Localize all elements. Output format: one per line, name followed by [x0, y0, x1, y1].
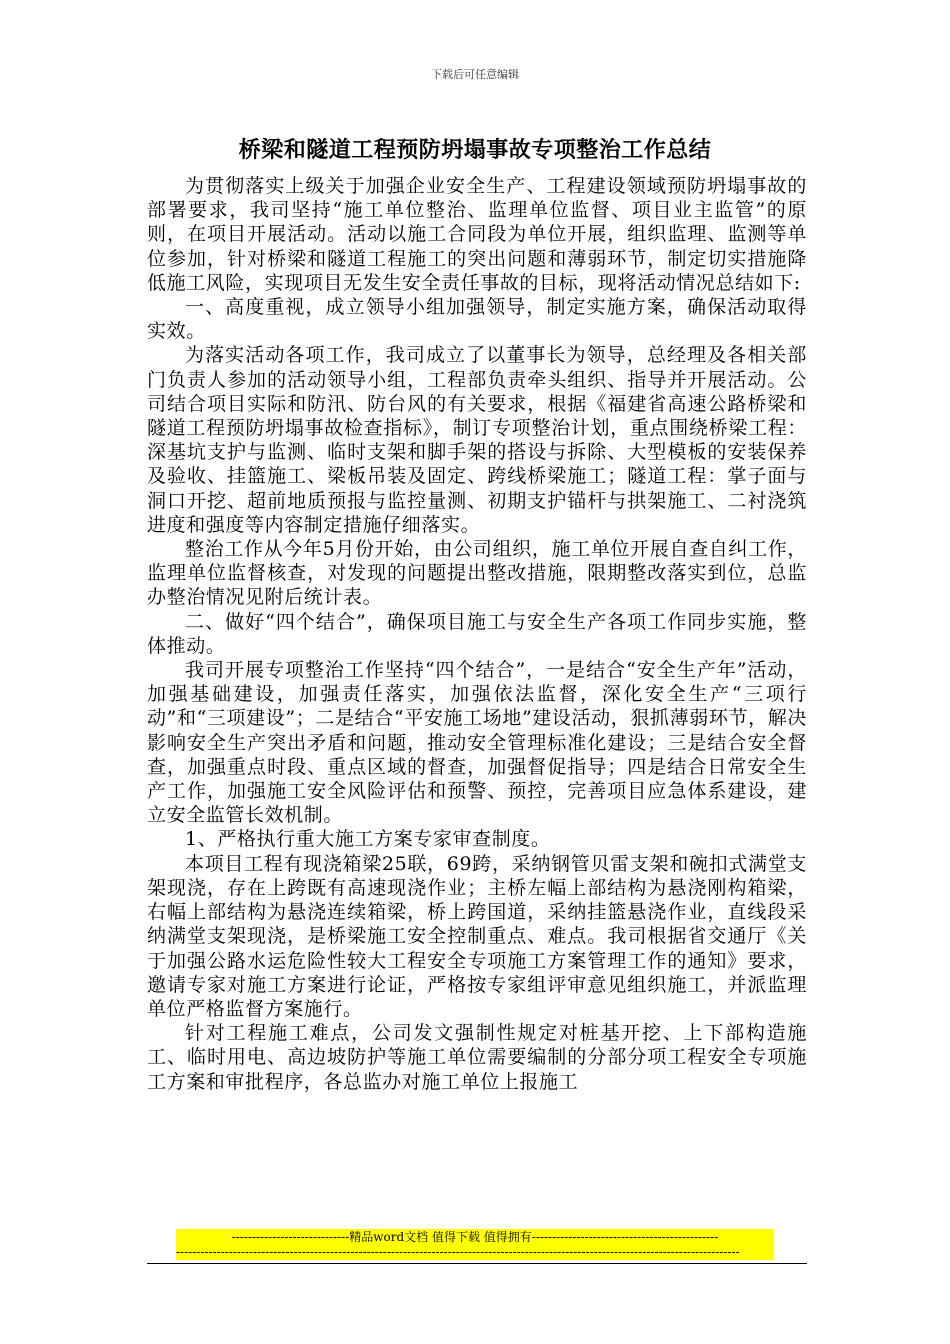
paragraph: 为落实活动各项工作，我司成立了以董事长为领导，总经理及各相关部门负责人参加的活动领导小组，工程部负责牵头组织、指导并开展活动。公司结合项目实际和防汛、防台风的有关要求，根据《福建省高速公路桥梁和隧道工程预防坍塌事故检查指标》，制订专项整治计划，重点围绕桥梁工程：深基坑支护与监测、临时支架和脚手架的搭设与拆除、大型模板的安装保养及验收、挂篮施工、梁板吊装及固定、跨线桥梁施工；隧道工程：掌子面与洞口开挖、超前地质预报与监控量测、初期支护锚杆与拱架施工、二衬浇筑进度和强度等内容制定措施仔细落实。 [147, 344, 807, 536]
paragraph: 针对工程施工难点，公司发文强制性规定对桩基开挖、上下部构造施工、临时用电、高边坡防护等施工单位需要编制的分部分项工程安全专项施工方案和审批程序，各总监办对施工单位上报施工 [147, 1022, 807, 1093]
header-note: 下载后可任意编辑 [431, 68, 519, 81]
paragraph: 我司开展专项整治工作坚持“四个结合”，一是结合“安全生产年”活动，加强基础建设，加强责任落实，加强依法监督，深化安全生产“三项行动”和“三项建设”；二是结合“平安施工场地”建设活动，狠抓薄弱环节，解决影响安全生产突出矛盾和问题，推动安全管理标准化建设；三是结合安全督查，加强重点时段、重点区域的督查，加强督促指导；四是结合日常安全生产工作，加强施工安全风险评估和预警、预控，完善项目应急体系建设，建立安全监管长效机制。 [147, 659, 807, 827]
subsection-heading: 1、严格执行重大施工方案专家审查制度。 [185, 828, 551, 851]
paragraph: 整治工作从今年5月份开始，由公司组织，施工单位开展自查自纠工作，监理单位监督核查，对发现的问题提出整改措施，限期整改落实到位，总监办整治情况见附后统计表。 [147, 538, 807, 609]
section-heading: 二、做好“四个结合”，确保项目施工与安全生产各项工作同步实施，整体推动。 [147, 610, 807, 657]
document-body [147, 174, 807, 1094]
section-heading: 一、高度重视，成立领导小组加强领导，制定实施方案，确保活动取得实效。 [147, 296, 807, 343]
paragraph: 本项目工程有现浇箱梁25联，69跨，采纳钢管贝雷支架和碗扣式满堂支架现浇，存在上跨既有高速现浇作业；主桥左幅上部结构为悬浇刚构箱梁，右幅上部结构为悬浇连续箱梁，桥上跨国道，采纳挂篮悬浇作业，直线段采纳满堂支架现浇，是桥梁施工安全控制重点、难点。我司根据省交通厅《关于加强公路水运危险性较大工程安全专项施工方案管理工作的通知》要求，邀请专家对施工方案进行论证，严格按专家组评审意见组织施工，并派监理单位严格监督方案施行。 [147, 852, 807, 1020]
footer-dashes: ------------------------------------------------------------------------------------------------------------------------------------------- [176, 1245, 740, 1259]
footer-banner: -----------------------------精品word文档 值得下载 值得拥有---------------------------------------------- [231, 1230, 719, 1244]
paragraph: 为贯彻落实上级关于加强企业安全生产、工程建设领域预防坍塌事故的部署要求，我司坚持“施工单位整治、监理单位监督、项目业主监管”的原则，在项目开展活动。活动以施工合同段为单位开展，组织监理、监测等单位参加，针对桥梁和隧道工程施工的突出问题和薄弱环节，制定切实措施降低施工风险，实现项目无发生安全责任事故的目标，现将活动情况总结如下: [147, 175, 807, 294]
footer-rule [147, 1263, 807, 1264]
document-title: 桥梁和隧道工程预防坍塌事故专项整治工作总结 [238, 138, 712, 163]
